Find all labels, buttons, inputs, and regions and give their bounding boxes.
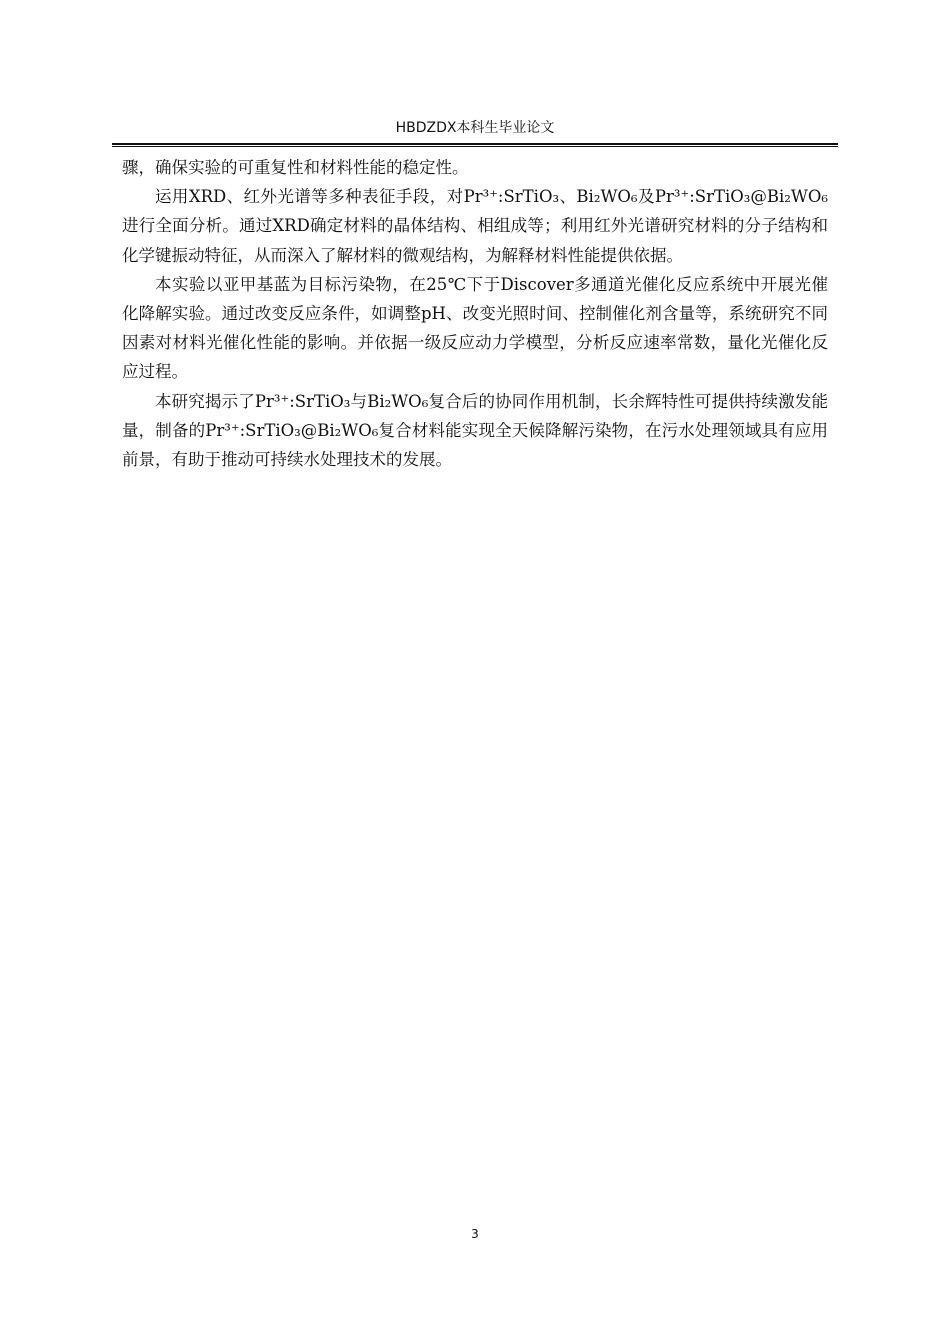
header-rule [112,143,838,147]
paragraph-photocatalysis-experiment: 本实验以亚甲基蓝为目标污染物，在25℃下于Discover多通道光催化反应系统中开展光催化降解实验。通过改变反应条件，如调整pH、改变光照时间、控制催化剂含量等，系统研究不同因素对材料光催化性能的影响。并依据一级反应动力学模型，分析反应速率常数，量化光催化反应过程。 [122,274,828,382]
running-header: HBDZDX本科生毕业论文 [395,120,555,136]
paragraph-characterization: 运用XRD、红外光谱等多种表征手段，对Pr³⁺:SrTiO₃、Bi₂WO₆及Pr³⁺:SrTiO₃@Bi₂WO₆进行全面分析。通过XRD确定材料的晶体结构、相组成等；利用红外光谱研究材料的分子结构和化学键振动特征，从而深入了解材料的微观结构，为解释材料性能提供依据。 [122,187,828,265]
page-number: 3 [471,1227,479,1241]
paragraph-continuation: 骤，确保实验的可重复性和材料性能的稳定性。 [122,158,469,177]
body-text [122,153,828,474]
paragraph-significance: 本研究揭示了Pr³⁺:SrTiO₃与Bi₂WO₆复合后的协同作用机制，长余辉特性可提供持续激发能量，制备的Pr³⁺:SrTiO₃@Bi₂WO₆复合材料能实现全天候降解污染物，在污水处理领域具有应用前景，有助于推动可持续水处理技术的发展。 [122,391,828,470]
